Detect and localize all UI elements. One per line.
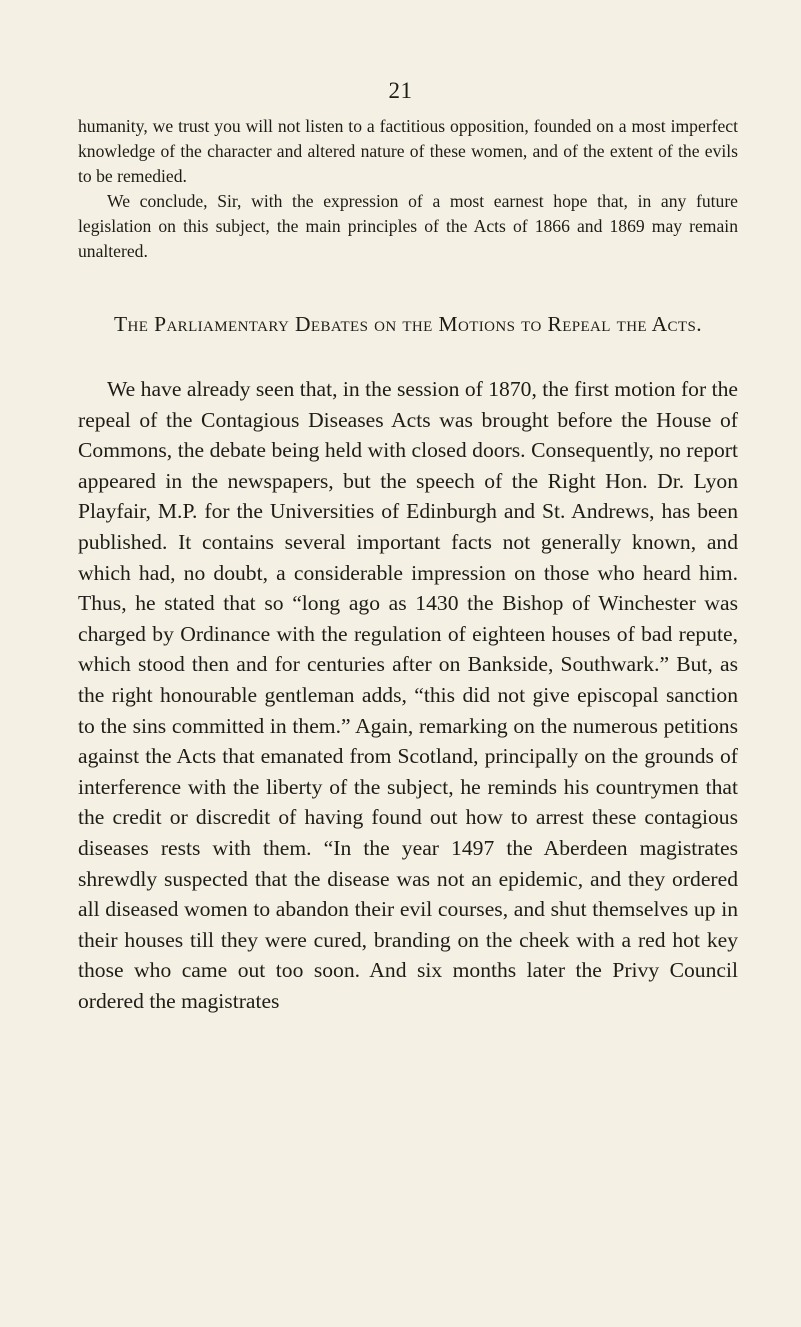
section-heading: The Parliamentary Debates on the Motions to Repeal the Acts. xyxy=(113,312,702,336)
page-number: 21 xyxy=(388,78,413,103)
body-paragraph: We have already seen that, in the session of 1870, the first motion for the repeal of the Contagious Diseases Acts was brought before the House of Commons, the debate being held with closed doors. Consequently, no report appeared in the newspapers, but the speech of the Right Hon. Dr. Lyon Playfair, M.P. for the Universities of Edinburgh and St. Andrews, has been published. It contains several important facts not generally known, and which had, no doubt, a considerable impression on those who heard him. Thus, he stated that so “long ago as 1430 the Bishop of Winchester was charged by Ordinance with the regulation of eighteen houses of bad repute, which stood then and for centuries after on Bankside, Southwark.” But, as the right honourable gentleman adds, “this did not give episcopal sanction to the sins committed in them.” Again, remarking on the numerous petitions against the Acts that emanated from Scotland, principally on the grounds of interference with the liberty of the subject, he reminds his countrymen that the credit or discredit of having found out how to arrest these contagious diseases rests with them. “In the year 1497 the Aberdeen magistrates shrewdly suspected that the disease was not an epidemic, and they ordered all diseased women to abandon their evil courses, and shut themselves up in their houses till they were cured, branding on the cheek with a red hot key those who came out too soon. And six months later the Privy Council ordered the magistrates xyxy=(78,377,738,1013)
intro-paragraph: humanity, we trust you will not listen to a factitious opposition, founded on a most imperfect knowledge of the character and altered nature of these women, and of the extent of the evils to be remedied. xyxy=(78,116,738,186)
intro-paragraph: We conclude, Sir, with the expression of a most earnest hope that, in any future legislation on this subject, the main principles of the Acts of 1866 and 1869 may remain unaltered. xyxy=(78,191,738,261)
closing-letter-text xyxy=(78,114,738,264)
